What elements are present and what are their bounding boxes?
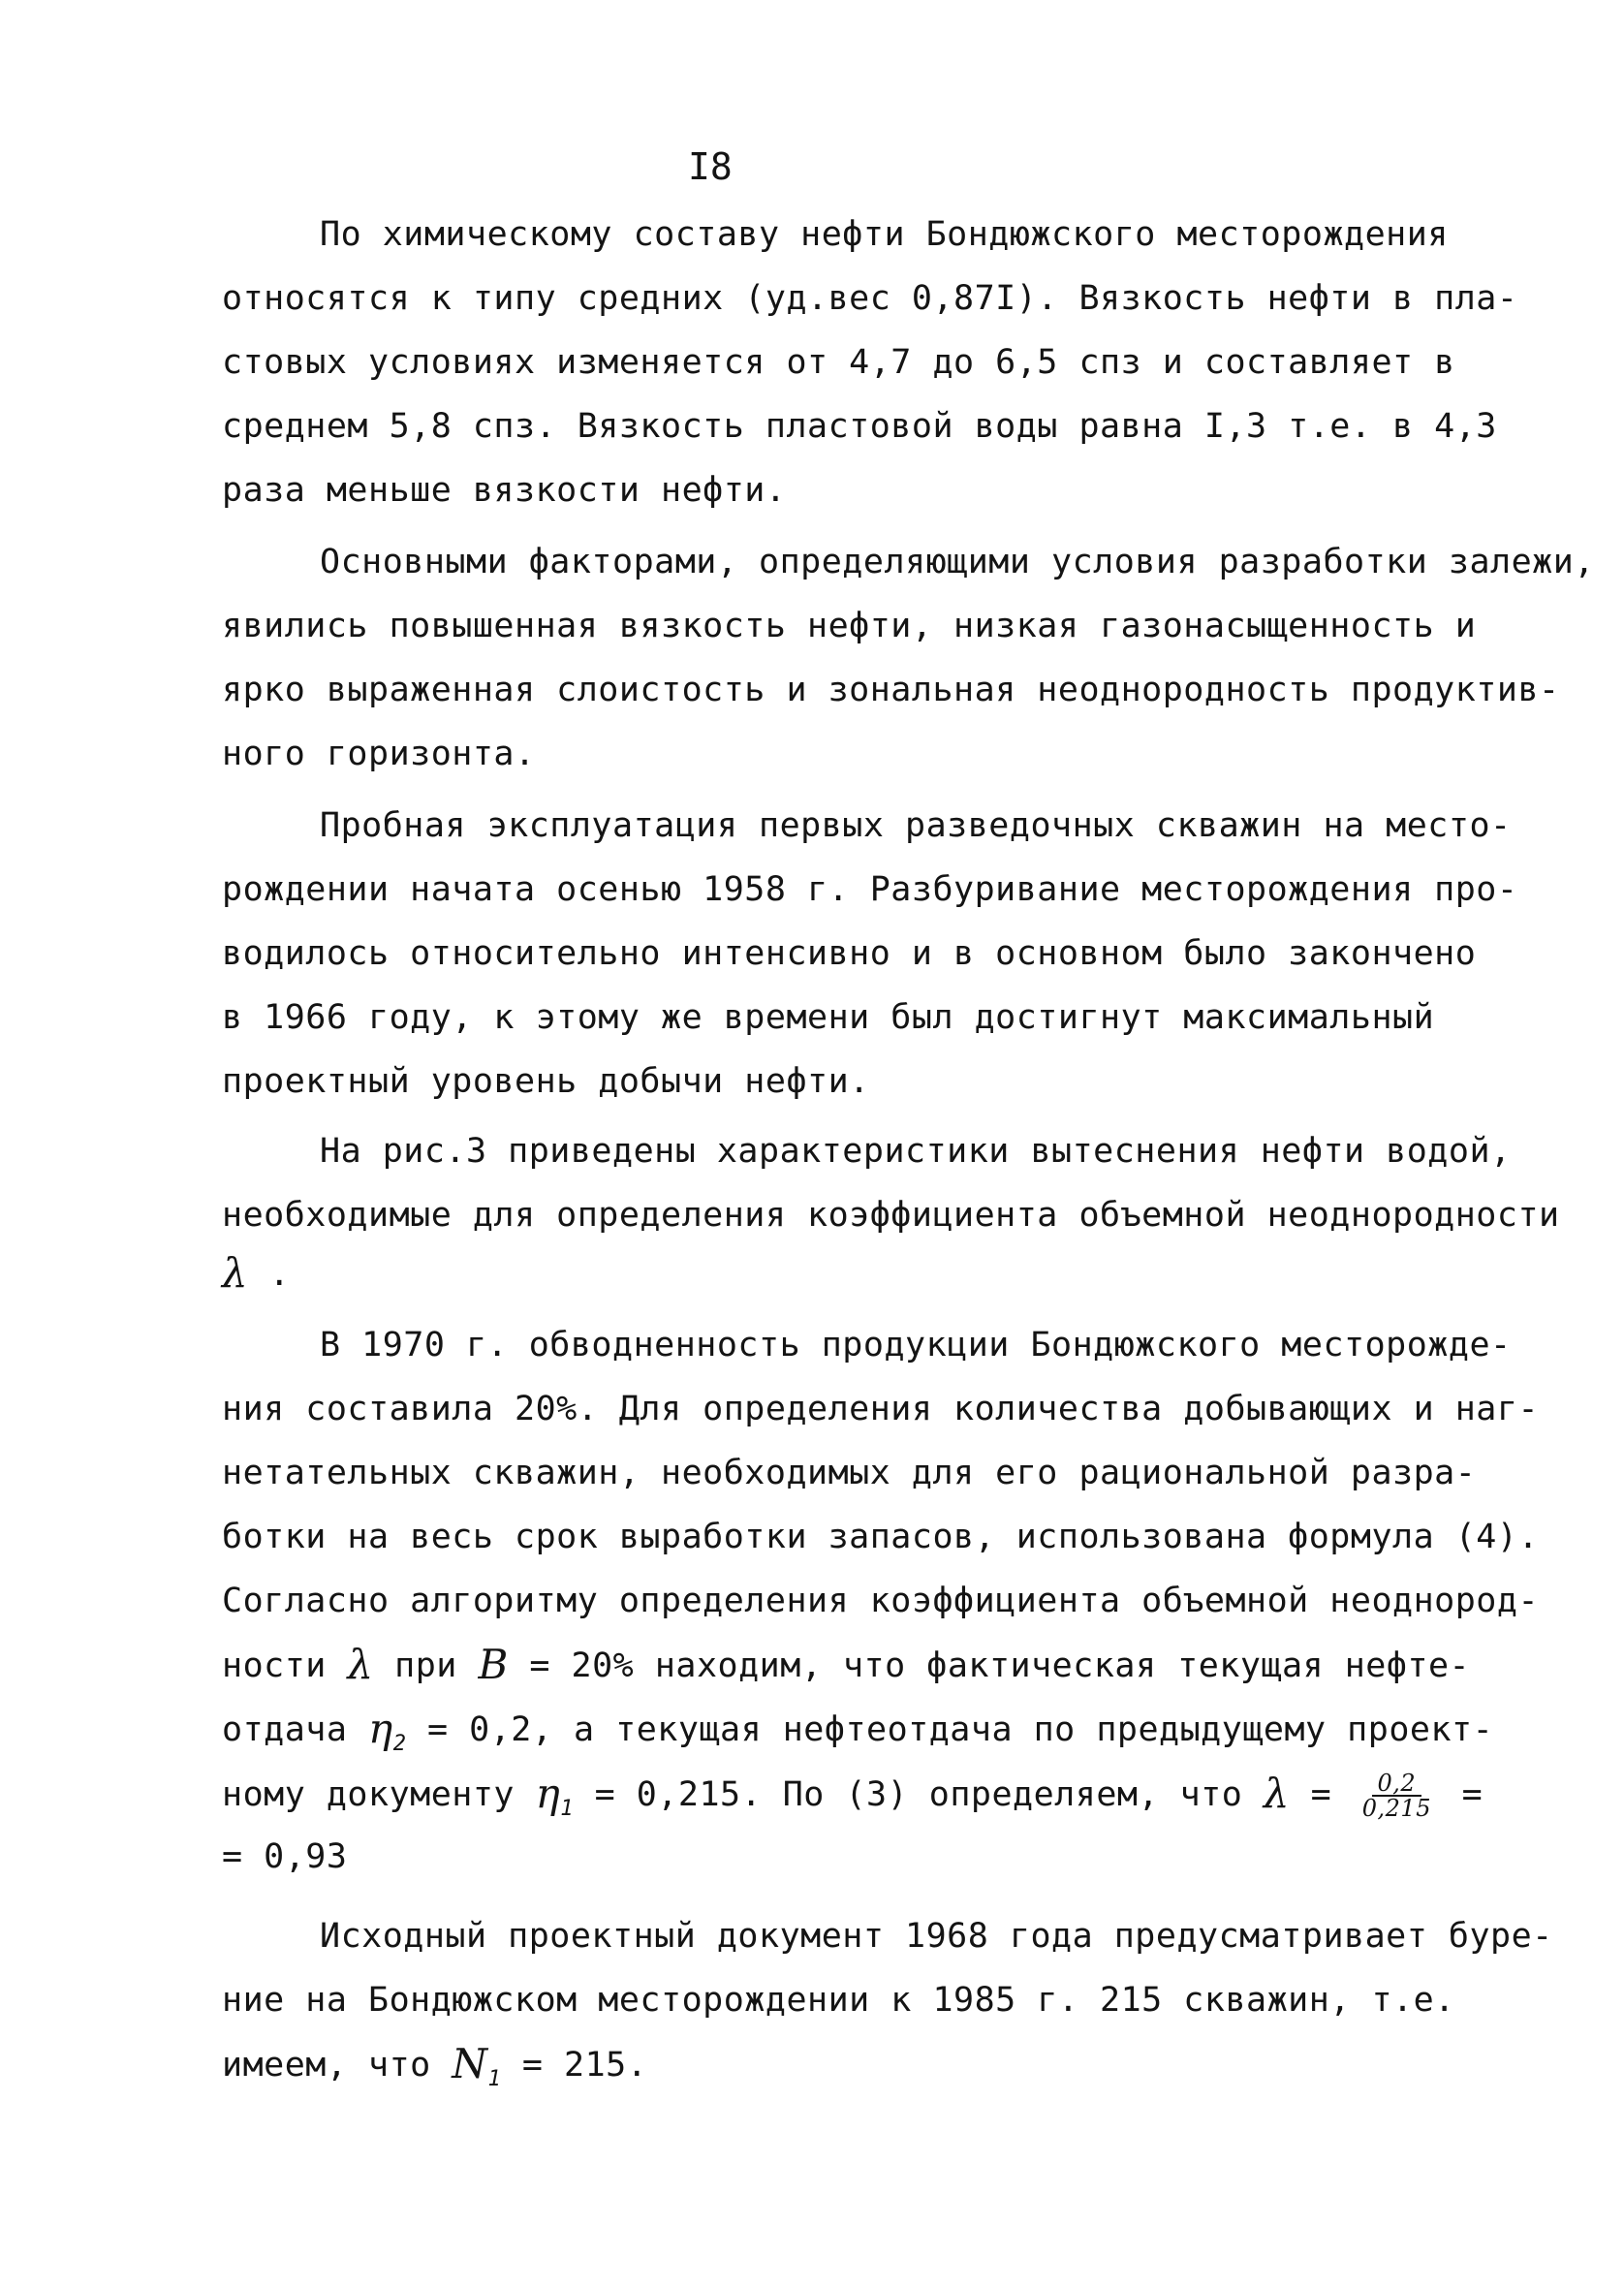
text-line: среднем 5,8 спз. Вязкость пластовой воды равна I,3 т.е. в 4,3 [222, 407, 1497, 446]
text-line: Пробная эксплуатация первых разведочных скважин на место- [320, 806, 1512, 845]
text-line: ние на Бондюжском месторождении к 1985 г. 215 скважин, т.е. [222, 1981, 1455, 2020]
b-symbol: B [478, 1641, 509, 1688]
text-line: рождении начата осенью 1958 г. Разбуривание месторождения про- [222, 870, 1518, 909]
formula-line: отдача $\eta_2 = 0,2$, а текущая нефтеотдача по предыдущему проект- [222, 1705, 1494, 1756]
lambda-line [222, 1249, 291, 1297]
text-line: ярко выраженная слоистость и зональная неоднородность продуктив- [222, 671, 1560, 709]
text-line: ния составила 20%. Для определения количества добывающих и наг- [222, 1390, 1540, 1428]
formula-line: = 0,93 [222, 1837, 348, 1876]
fraction-denominator: 0,215 [1361, 1795, 1431, 1822]
text-line: В 1970 г. обводненность продукции Бондюжского месторожде- [320, 1326, 1512, 1364]
formula-line: ному документу $\eta_1 = 0,215$. По (3) определяем, что λ = $\frac{0,2}{0,215}$ = [222, 1770, 1483, 1822]
text-line: проектный уровень добычи нефти. [222, 1062, 870, 1101]
text-line: водилось относительно интенсивно и в основном было закончено [222, 934, 1477, 973]
text-line: По химическому составу нефти Бондюжского месторождения [320, 215, 1449, 254]
page-number: I8 [688, 145, 733, 188]
text-line: раза меньше вязкости нефти. [222, 471, 787, 510]
text-line: стовых условиях изменяется от 4,7 до 6,5 спз и составляет в [222, 343, 1455, 382]
text-line: Исходный проектный документ 1968 года предусматривает буре- [320, 1917, 1553, 1956]
text-line: Основными факторами, определяющими условия разработки залежи, [320, 543, 1595, 581]
formula-line: имеем, что $N_1 = 215$. [222, 2040, 648, 2091]
fraction [1357, 1772, 1437, 1820]
text-line: необходимые для определения коэффициента объемной неоднородности [222, 1196, 1560, 1235]
lambda-symbol: λ [222, 1249, 249, 1297]
formula-line: ности λ при B = 20% находим, что фактическая текущая нефте- [222, 1641, 1471, 1688]
fraction-numerator: 0,2 [1372, 1772, 1422, 1797]
text-line: нетательных скважин, необходимых для его рациональной разра- [222, 1454, 1477, 1492]
n-symbol: N [452, 2040, 488, 2087]
text-line: ного горизонта. [222, 735, 536, 773]
text-line: относятся к типу средних (уд.вес 0,87I). Вязкость нефти в пла- [222, 279, 1518, 318]
text-line: явились повышенная вязкость нефти, низкая газонасыщенность и [222, 607, 1477, 645]
period: . [268, 1255, 291, 1294]
lambda-symbol: λ [1263, 1770, 1291, 1817]
eta-symbol: η [535, 1770, 561, 1817]
text-line: в 1966 году, к этому же времени был достигнут максимальный [222, 998, 1435, 1037]
eta-symbol: η [368, 1705, 393, 1752]
text-line: На рис.3 приведены характеристики вытеснения нефти водой, [320, 1132, 1512, 1171]
text-line: ботки на весь срок выработки запасов, использована формула (4). [222, 1518, 1540, 1556]
lambda-symbol: λ [347, 1641, 374, 1688]
text-line: Согласно алгоритму определения коэффициента объемной неоднород- [222, 1582, 1540, 1620]
